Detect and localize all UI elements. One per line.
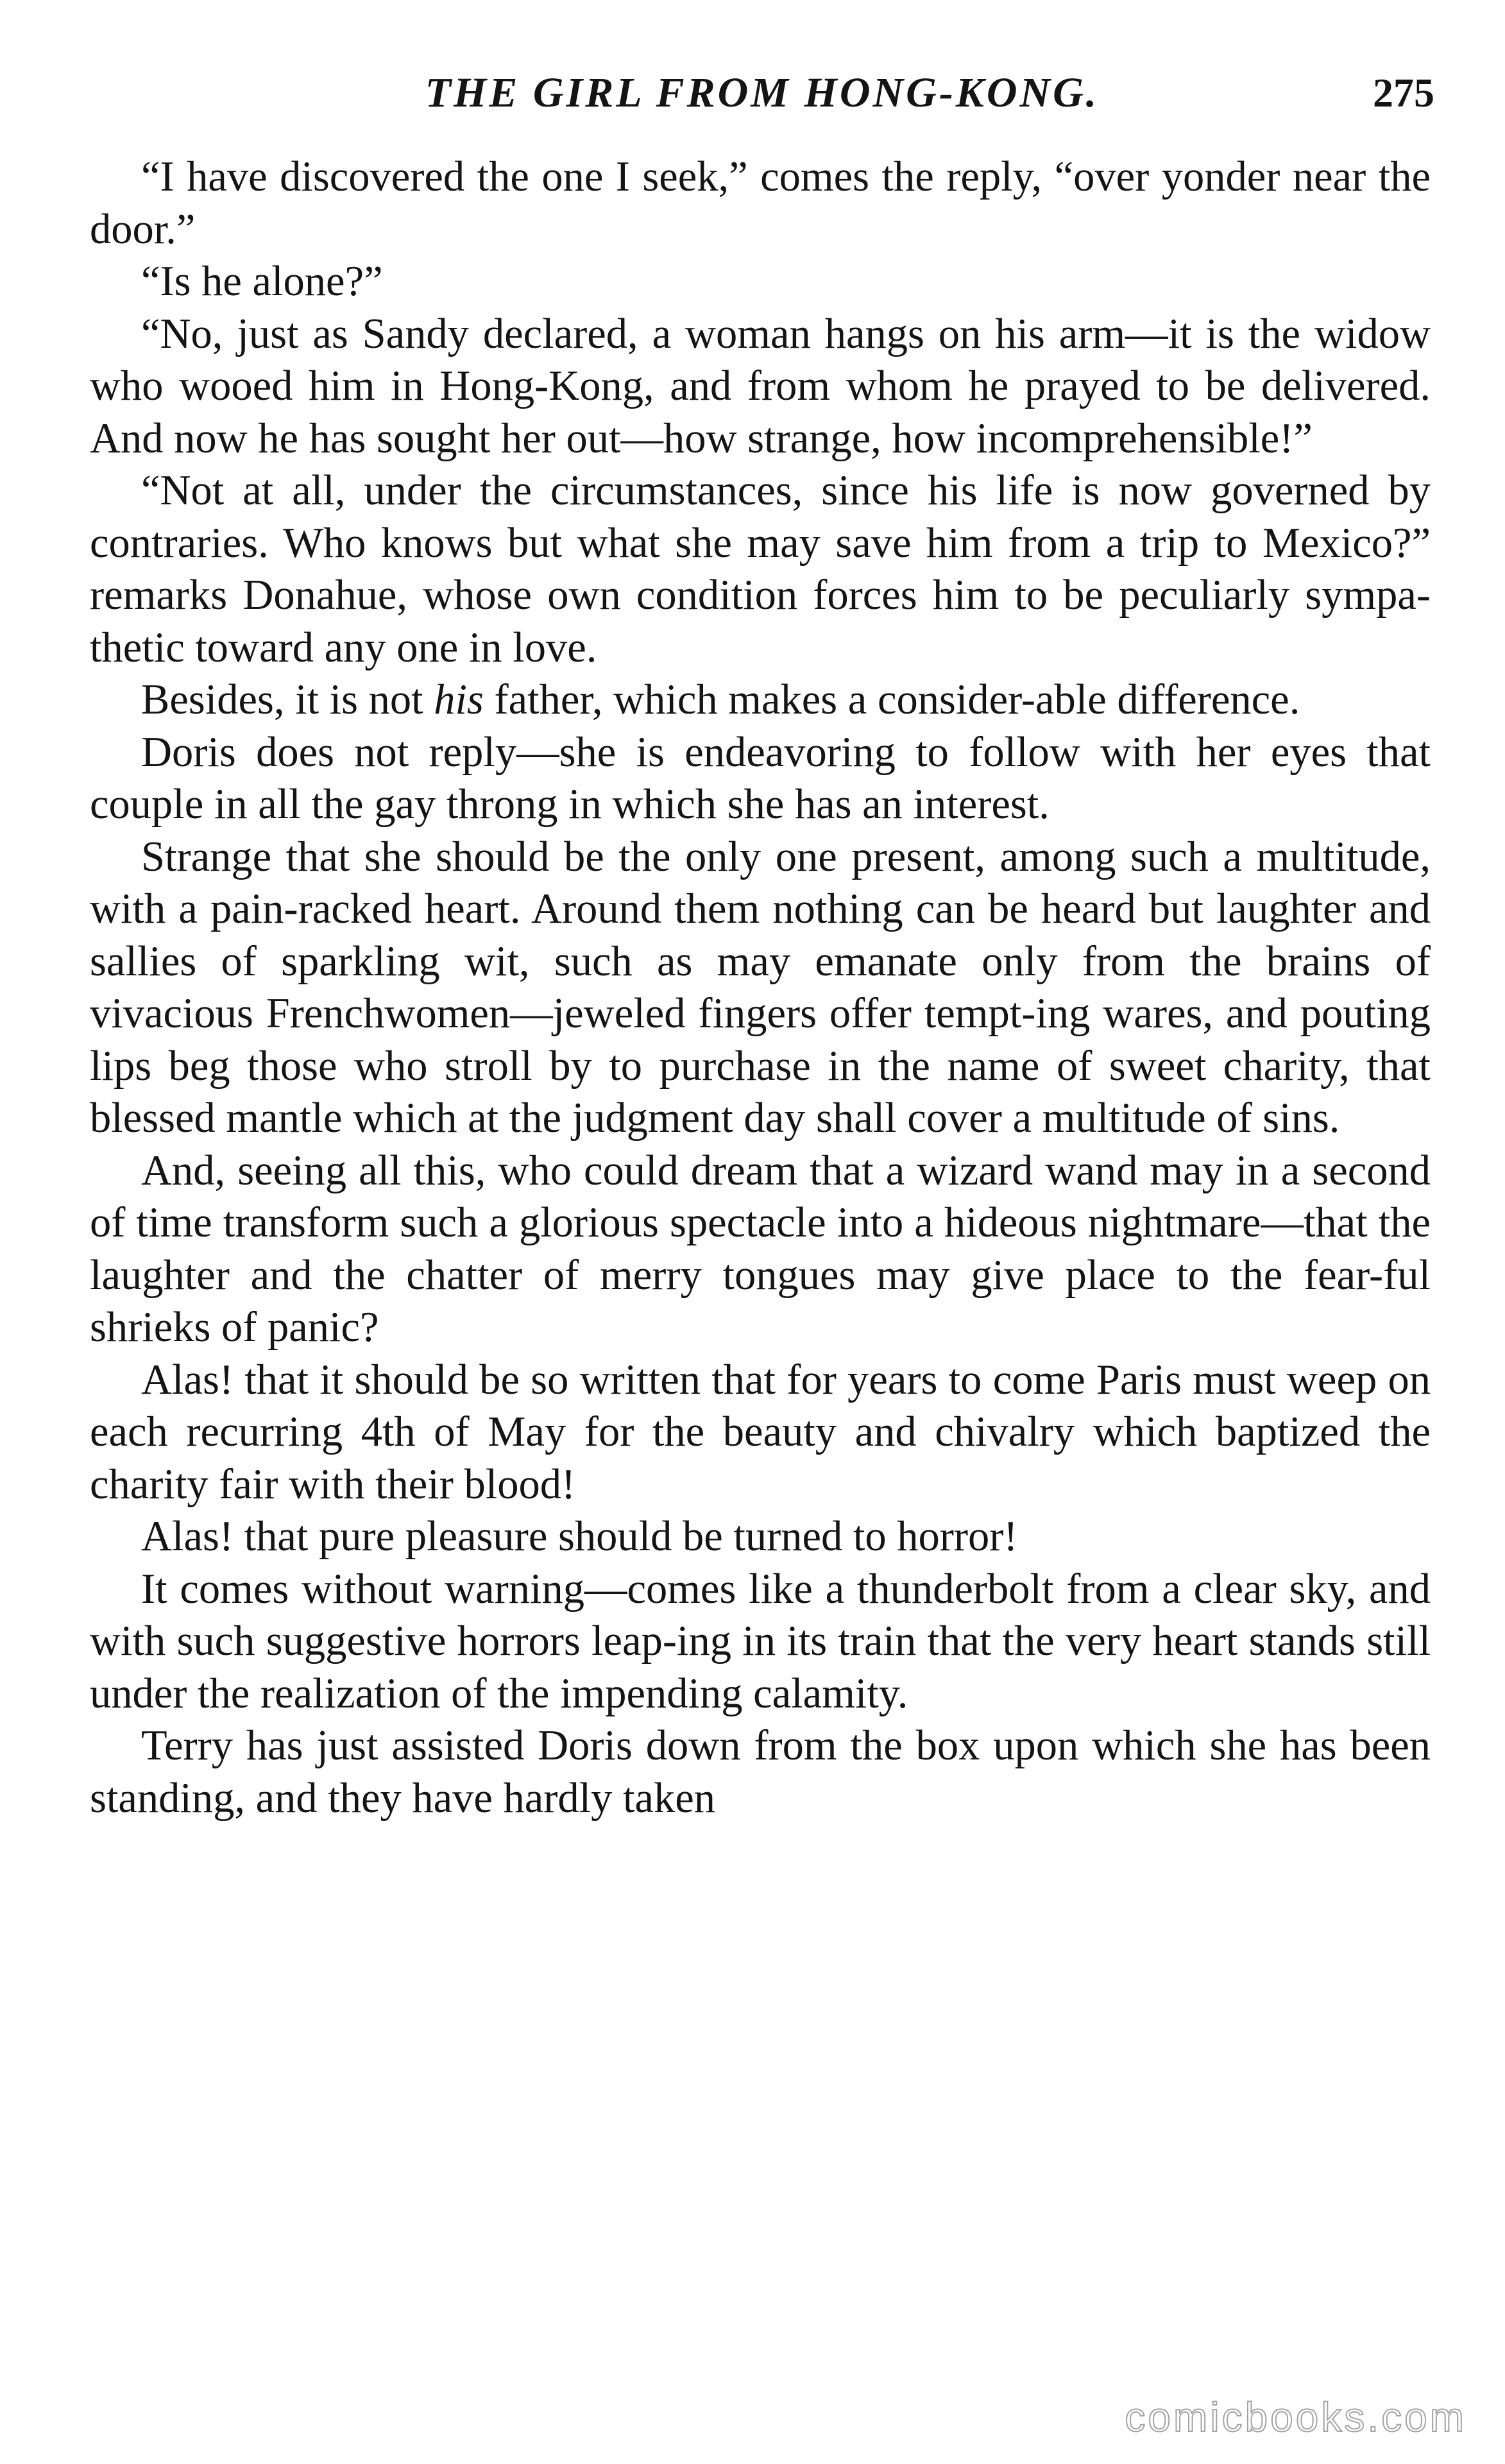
paragraph: “Not at all, under the circumstances, since his life is now governed by contraries. Who knows but what she may save him from a trip to Mexico?” remarks Donahue, whose own condition forces him to be peculiarly sympa-thetic toward any one in love. <box>90 467 1431 671</box>
paragraph-text: Besides, it is not <box>141 676 434 723</box>
paragraph: Doris does not reply—she is endeavoring to follow with her eyes that couple in all the gay throng in which she has an interest. <box>90 728 1431 828</box>
paragraph: Alas! that pure pleasure should be turned to horror! <box>141 1513 1018 1560</box>
emphasis-word: his <box>434 676 484 723</box>
running-title: THE GIRL FROM HONG-KONG. <box>425 69 1100 116</box>
page-number: 275 <box>1373 70 1434 116</box>
paragraph: “No, just as Sandy declared, a woman hangs on his arm—it is the widow who wooed him in Hong-Kong, and from whom he prayed to be delivered. And now he has sought her out—how strange, how incomprehensible!” <box>90 310 1431 462</box>
paragraph: Terry has just assisted Doris down from the box upon which she has been standing, and they have hardly taken <box>90 1722 1431 1822</box>
paragraph <box>90 674 1431 726</box>
running-head <box>90 64 1434 122</box>
paragraph-text: father, which makes a consider-able difference. <box>483 676 1300 723</box>
paragraph: Strange that she should be the only one present, among such a multitude, with a pain-racked heart. Around them nothing can be heard but laughter and sallies of sparkling wit, such as may emanate only from the brains of vivacious Frenchwomen—jeweled fingers offer tempt-ing wares, and pouting lips beg those who stroll by to purchase in the name of sweet charity, that blessed mantle which at the judgment day shall cover a multitude of sins. <box>90 833 1431 1142</box>
paragraph: “I have discovered the one I seek,” comes the reply, “over yonder near the door.” <box>90 153 1431 253</box>
paragraph: It comes without warning—comes like a thunderbolt from a clear sky, and with such suggestive horrors leap-ing in its train that the very heart stands still under the realization of the impending calamity. <box>90 1565 1431 1717</box>
paragraph: “Is he alone?” <box>141 258 383 305</box>
paragraph: Alas! that it should be so written that for years to come Paris must weep on each recurring 4th of May for the beauty and chivalry which baptized the charity fair with their blood! <box>90 1356 1431 1508</box>
paragraph: And, seeing all this, who could dream that a wizard wand may in a second of time transform such a glorious spectacle into a hideous nightmare—that the laughter and the chatter of merry tongues may give place to the fear-ful shrieks of panic? <box>90 1147 1431 1351</box>
watermark: comicbooks.com <box>1125 2394 1467 2440</box>
body-text <box>90 151 1431 1824</box>
